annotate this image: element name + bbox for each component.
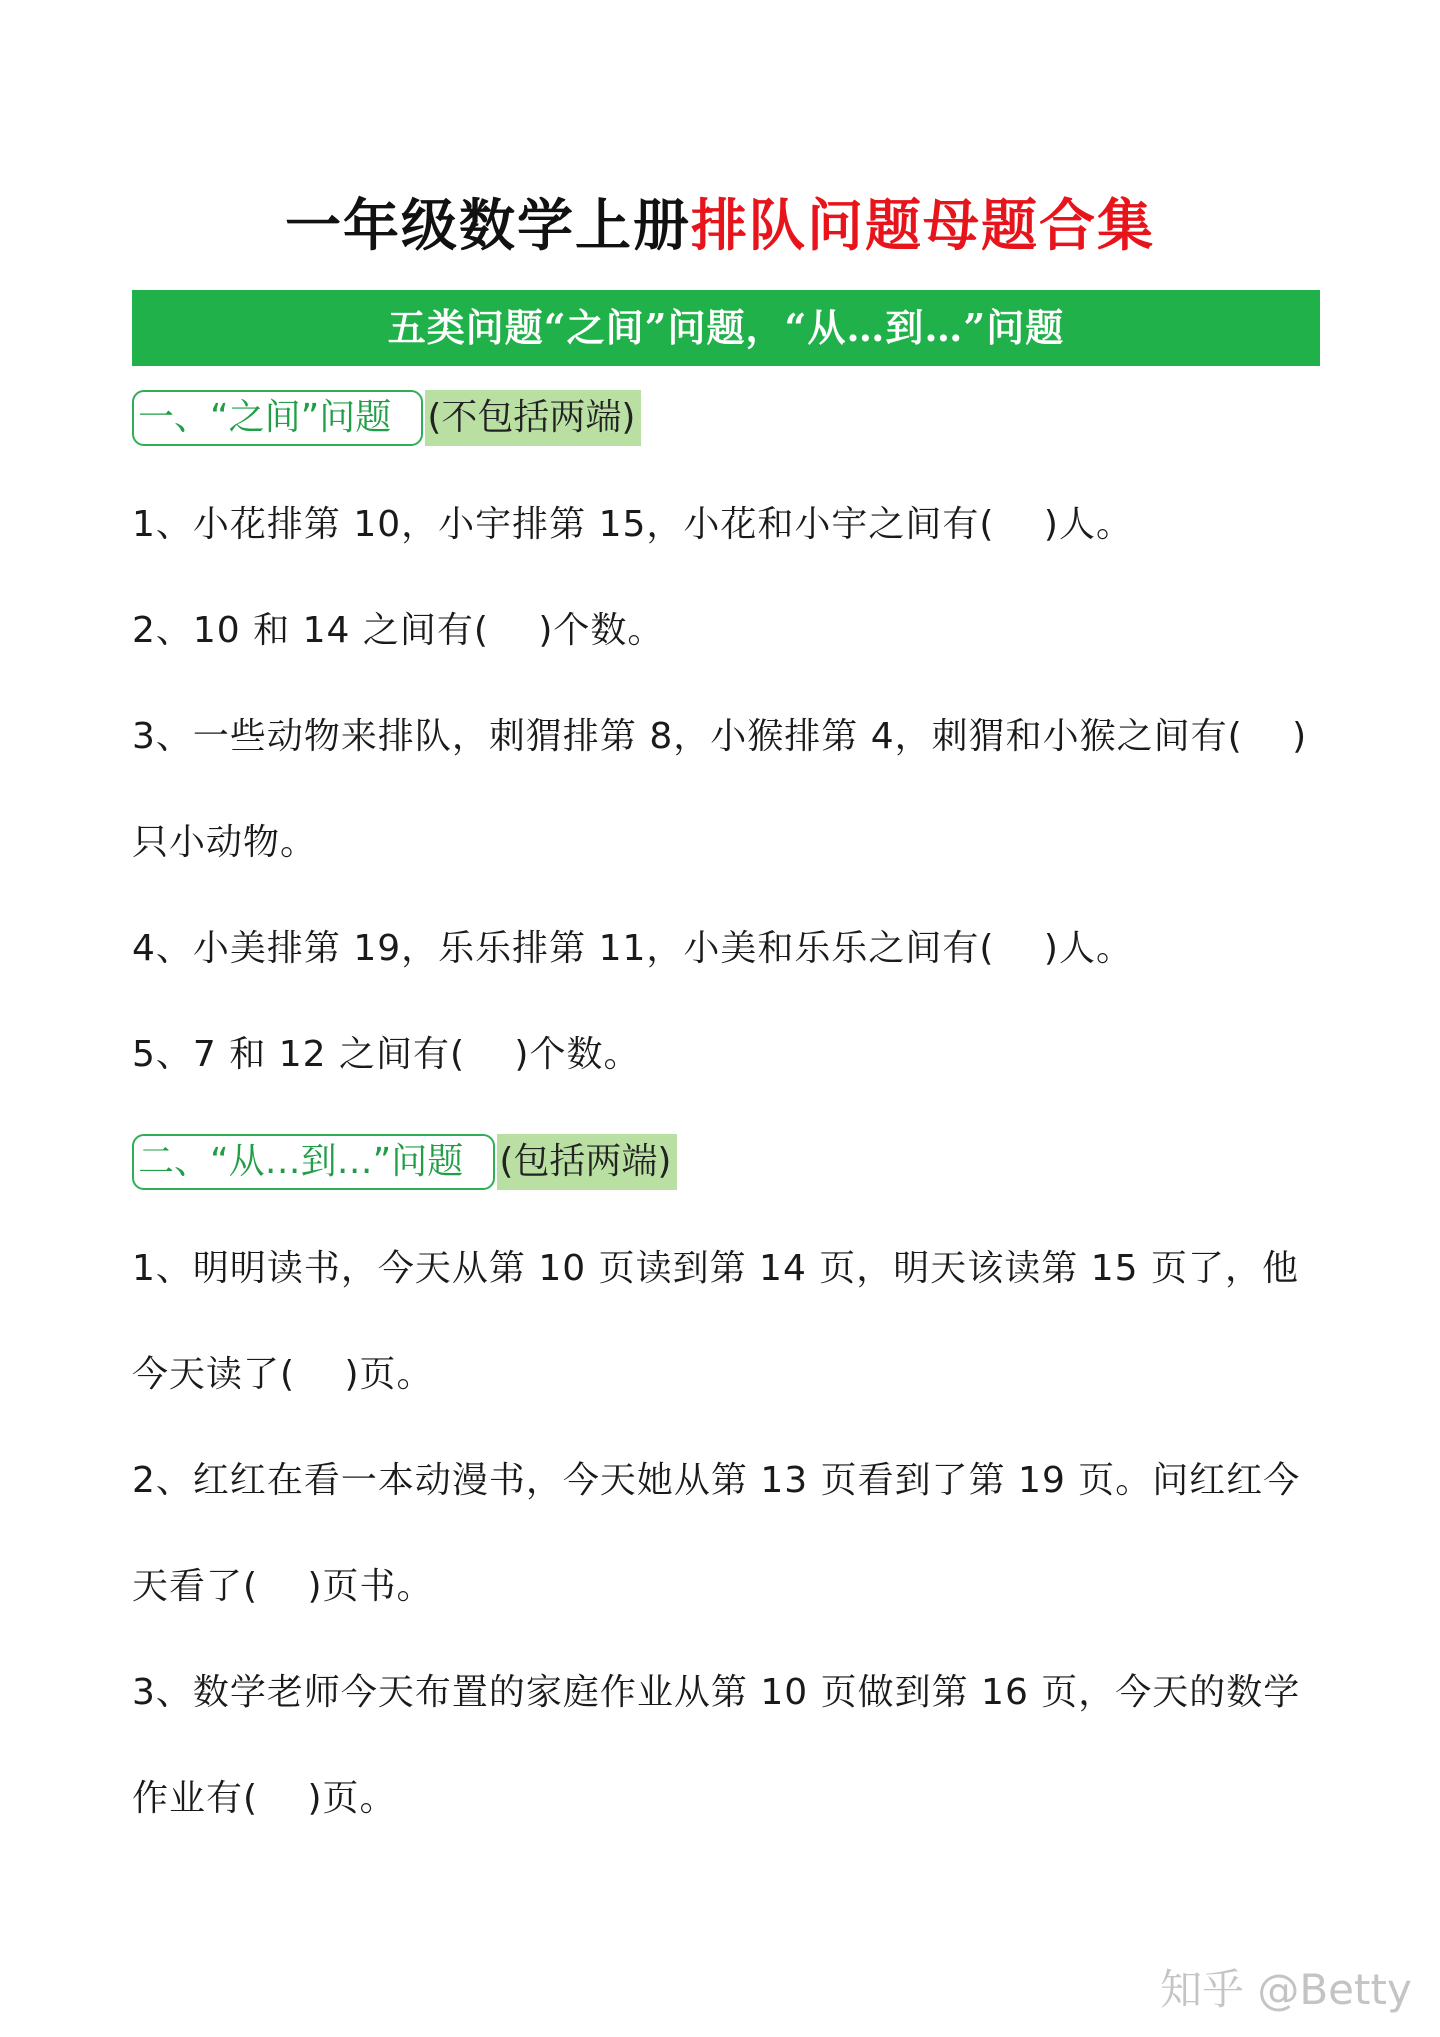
question-line-continued: 天看了( )页书。 — [132, 1566, 434, 1607]
section-heading-between — [132, 390, 641, 446]
section-note: (不包括两端) — [425, 390, 641, 446]
zhihu-watermark: 知乎 @Betty — [1160, 1965, 1412, 2014]
page-title — [0, 188, 1440, 264]
section-label: 一、“之间”问题 — [132, 390, 423, 446]
question-line-continued: 今天读了( )页。 — [132, 1354, 434, 1395]
question-line: 1、小花排第 10，小宇排第 15，小花和小宇之间有( )人。 — [132, 504, 1133, 545]
question-line: 2、10 和 14 之间有( )个数。 — [132, 610, 665, 651]
question-line-continued: 只小动物。 — [132, 822, 318, 863]
question-line-continued: 作业有( )页。 — [132, 1778, 397, 1819]
section-heading-from-to — [132, 1134, 677, 1190]
section-label: 二、“从…到…”问题 — [132, 1134, 495, 1190]
question-line: 4、小美排第 19，乐乐排第 11，小美和乐乐之间有( )人。 — [132, 928, 1133, 969]
question-line: 3、一些动物来排队，刺猬排第 8，小猴排第 4，刺猬和小猴之间有( ) — [132, 716, 1308, 757]
title-highlight: 排队问题母题合集 — [691, 193, 1155, 259]
question-line: 5、7 和 12 之间有( )个数。 — [132, 1034, 641, 1075]
question-line: 2、红红在看一本动漫书，今天她从第 13 页看到了第 19 页。问红红今 — [132, 1460, 1301, 1501]
question-line: 1、明明读书，今天从第 10 页读到第 14 页，明天该读第 15 页了，他 — [132, 1248, 1299, 1289]
category-banner: 五类问题“之间”问题，“从…到…”问题 — [132, 290, 1320, 366]
question-line: 3、数学老师今天布置的家庭作业从第 10 页做到第 16 页，今天的数学 — [132, 1672, 1301, 1713]
section-note: (包括两端) — [497, 1134, 677, 1190]
title-main: 一年级数学上册 — [285, 193, 691, 259]
